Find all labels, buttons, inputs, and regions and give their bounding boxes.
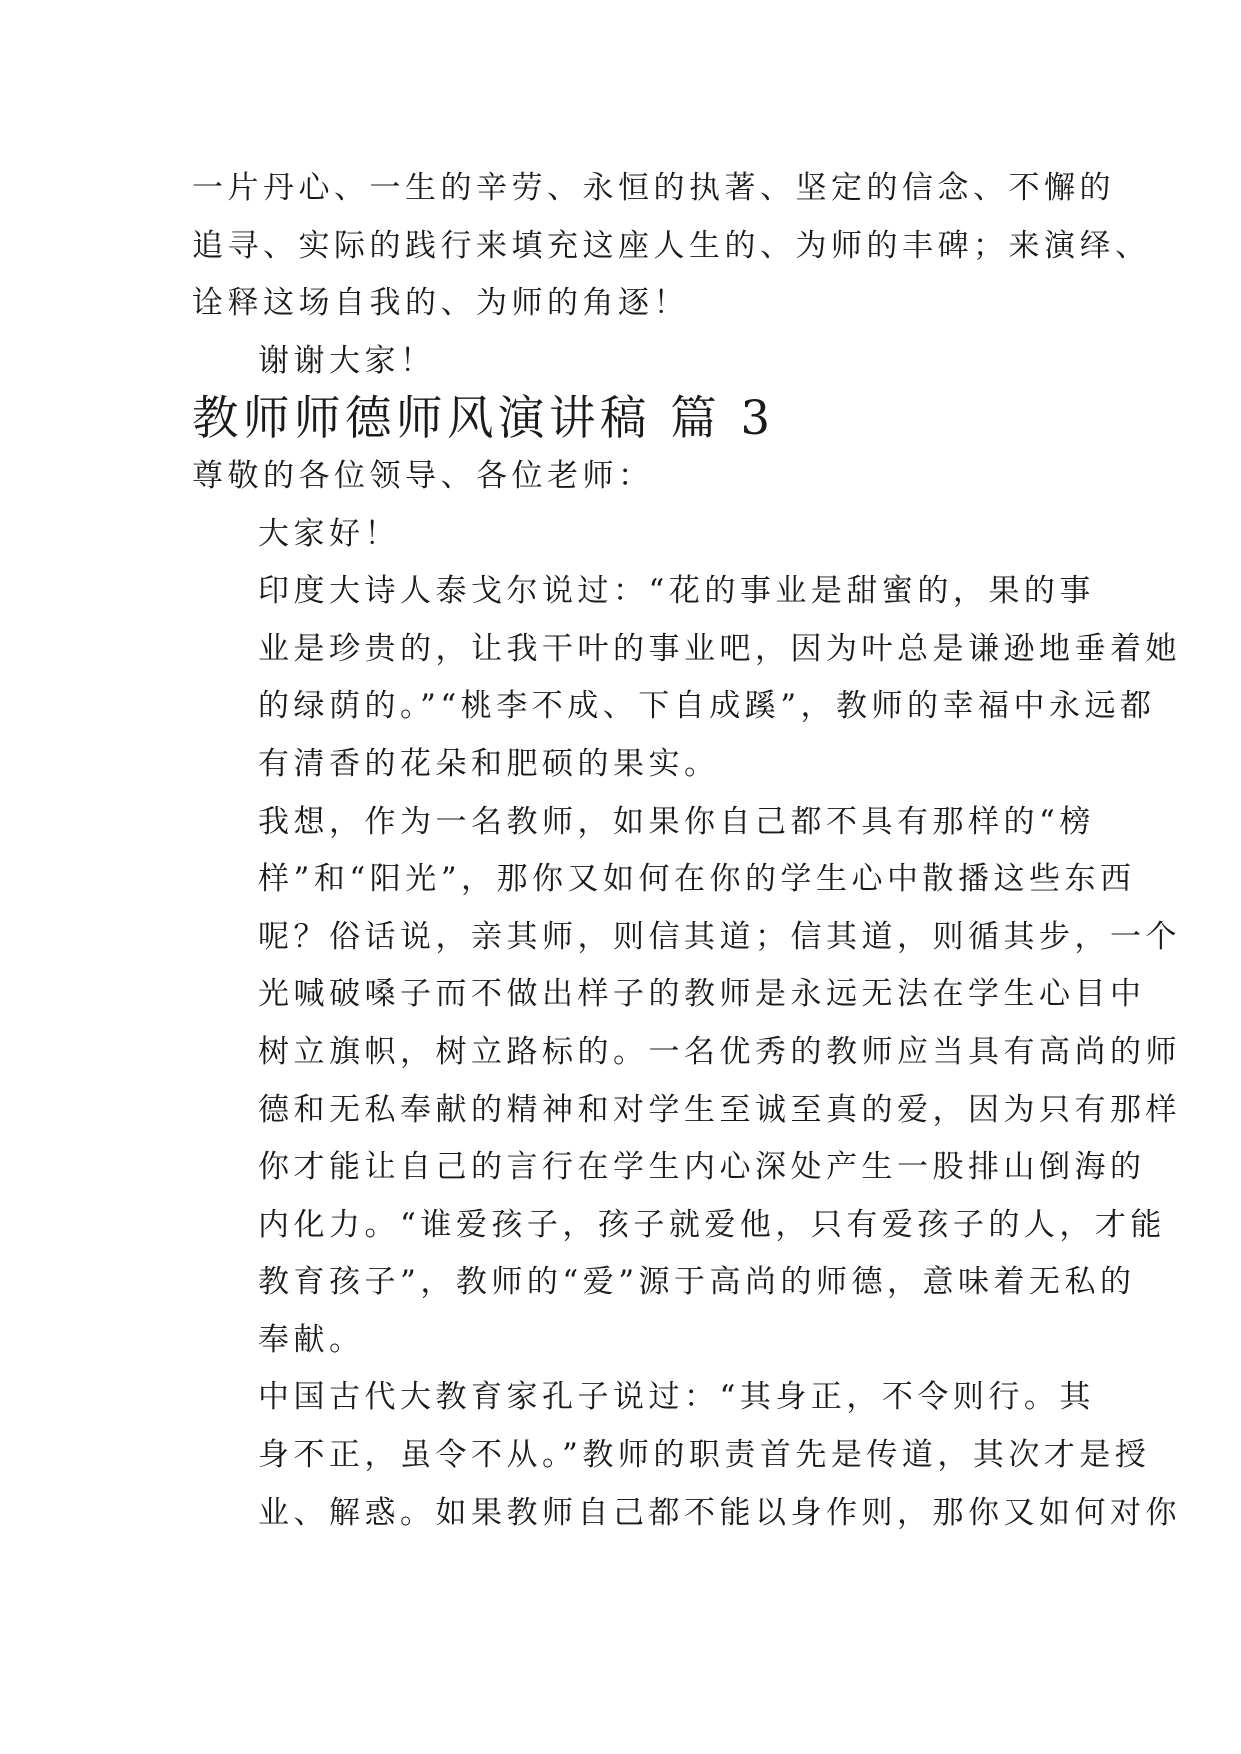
text-line: 印度大诗人泰戈尔说过：“花的事业是甜蜜的，果的事	[258, 573, 1095, 610]
text-line: 身不正，虽令不从。”教师的职责首先是传道，其次才是授	[258, 1437, 1151, 1474]
text-line: 尊敬的各位领导、各位老师：	[192, 457, 654, 494]
text-line: 业、解惑。如果教师自己都不能以身作则，那你又如何对你	[258, 1494, 1181, 1531]
text-line: 谢谢大家！	[258, 342, 436, 379]
text-line: 有清香的花朵和肥硕的果实。	[258, 745, 720, 782]
document-body	[192, 160, 1181, 1542]
text-line: 内化力。“谁爱孩子，孩子就爱他，只有爱孩子的人，才能	[258, 1206, 1166, 1243]
text-line: 诠释这场自我的、为师的角逐！	[192, 285, 689, 322]
text-line: 追寻、实际的践行来填充这座人生的、为师的丰碑；来演绎、	[192, 227, 1151, 264]
text-line: 教育孩子”，教师的“爱”源于高尚的师德，意味着无私的	[258, 1264, 1136, 1301]
text-line: 树立旗帜，树立路标的。一名优秀的教师应当具有高尚的师	[258, 1033, 1181, 1070]
text-line: 光喊破嗓子而不做出样子的教师是永远无法在学生心目中	[258, 976, 1146, 1013]
section-heading: 教师师德师风演讲稿 篇 3	[192, 391, 775, 446]
paragraph-thanks	[192, 333, 1072, 391]
text-line: 中国古代大教育家孔子说过：“其身正，不令则行。其	[258, 1379, 1095, 1416]
text-line: 样”和“阳光”，那你又如何在你的学生心中散播这些东西	[258, 861, 1136, 898]
text-line: 业是珍贵的，让我干叶的事业吧，因为叶总是谦逊地垂着她	[258, 630, 1181, 667]
text-line: 大家好！	[258, 515, 400, 552]
text-line: 呢？俗话说，亲其师，则信其道；信其道，则循其步，一个	[258, 918, 1181, 955]
paragraph-closing-tribute	[192, 160, 1151, 333]
paragraph-tagore-quote	[192, 563, 1181, 793]
paragraph-greeting	[192, 506, 1072, 564]
text-line: 的绿荫的。”“桃李不成、下自成蹊”，教师的幸福中永远都	[258, 688, 1156, 725]
paragraph-confucius-quote	[192, 1369, 1181, 1542]
text-line: 奉献。	[258, 1321, 365, 1358]
paragraph-role-model	[192, 794, 1181, 1370]
text-line: 一片丹心、一生的辛劳、永恒的执著、坚定的信念、不懈的	[192, 170, 1115, 206]
paragraph-salutation	[192, 448, 1072, 506]
text-line: 德和无私奉献的精神和对学生至诚至真的爱，因为只有那样	[258, 1091, 1181, 1128]
text-line: 你才能让自己的言行在学生内心深处产生一股排山倒海的	[258, 1149, 1146, 1186]
text-line: 我想，作为一名教师，如果你自己都不具有那样的“榜	[258, 803, 1095, 840]
